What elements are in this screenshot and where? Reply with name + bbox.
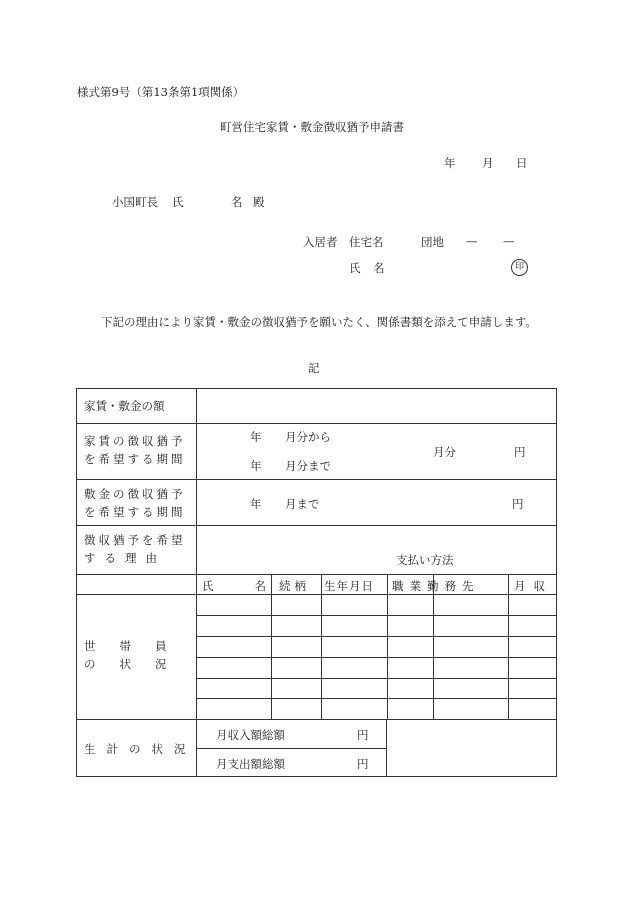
applicant-name-label-2: 名 bbox=[373, 261, 385, 275]
reason-label-line1: 徴収猶予を希望 bbox=[84, 533, 186, 547]
household-label-line1: 世帯員 bbox=[84, 639, 191, 653]
household-label-line2: の状況 bbox=[84, 657, 191, 671]
household-col-income: 月収 bbox=[514, 579, 553, 593]
livelihood-column-divider bbox=[386, 719, 387, 777]
mayor-title: 小国町長 bbox=[112, 195, 158, 209]
applicant-name-label-1: 氏 bbox=[349, 261, 361, 275]
monthly-income-yen: 円 bbox=[357, 728, 369, 742]
monthly-income-total-label: 月収入額総額 bbox=[216, 728, 285, 742]
row-divider bbox=[76, 479, 557, 480]
household-column-divider bbox=[321, 574, 322, 719]
resident-label: 入居者 bbox=[303, 235, 338, 249]
rent-from-month: 月分から bbox=[285, 430, 331, 444]
rent-deposit-amount-label bbox=[84, 398, 188, 414]
household-column-divider bbox=[387, 574, 388, 719]
form-table bbox=[76, 388, 557, 777]
mayor-family-name: 氏 bbox=[172, 195, 184, 209]
housing-name-label: 住宅名 bbox=[349, 235, 384, 249]
household-col-name: 氏 名 bbox=[202, 579, 266, 593]
row-divider bbox=[76, 423, 557, 424]
rent-period-label-line2: を希望する期間 bbox=[84, 452, 186, 466]
rent-deposit-amount-text: 家賃・敷金の額 bbox=[84, 399, 165, 413]
row-divider bbox=[76, 574, 557, 575]
table-border-top bbox=[76, 388, 557, 389]
household-col-birthdate: 生年月日 bbox=[324, 579, 374, 593]
table-border-bottom bbox=[76, 776, 557, 777]
rent-to-year: 年 bbox=[250, 459, 262, 473]
row-divider bbox=[76, 525, 557, 526]
household-row-divider bbox=[196, 636, 557, 637]
document-title: 町営住宅家賃・敷金徴収猶予申請書 bbox=[220, 120, 404, 134]
row-divider bbox=[76, 719, 557, 720]
household-row-divider bbox=[196, 678, 557, 679]
date-month: 月 bbox=[482, 156, 494, 170]
household-col-occupation: 職業勤務先 bbox=[392, 579, 480, 593]
rent-to-month: 月分まで bbox=[285, 459, 331, 473]
mayor-given-name: 名 bbox=[231, 195, 243, 209]
livelihood-label: 生計の状況 bbox=[84, 742, 197, 756]
household-col-relationship: 続柄 bbox=[279, 579, 310, 593]
ki-heading: 記 bbox=[308, 361, 320, 375]
rent-period-label-line1: 家賃の徴収猶予 bbox=[84, 434, 186, 448]
dash-2: — bbox=[503, 234, 515, 248]
date-year: 年 bbox=[444, 156, 456, 170]
rent-yen: 円 bbox=[514, 445, 526, 459]
deposit-to-year: 年 bbox=[250, 497, 262, 511]
deposit-period-label-line1: 敷金の徴収猶予 bbox=[84, 487, 186, 501]
monthly-expense-yen: 円 bbox=[357, 757, 369, 771]
payment-method-label: 支払い方法 bbox=[396, 553, 454, 567]
household-column-divider bbox=[433, 574, 434, 719]
household-row-divider bbox=[196, 615, 557, 616]
deposit-period-label-line2: を希望する期間 bbox=[84, 505, 186, 519]
monthly-expense-total-label: 月支出額総額 bbox=[216, 757, 285, 771]
honorific: 殿 bbox=[253, 195, 265, 209]
dash-1: — bbox=[466, 234, 478, 248]
deposit-to-month: 月まで bbox=[285, 497, 320, 511]
household-row-divider bbox=[196, 698, 557, 699]
complex-label: 団地 bbox=[421, 235, 444, 249]
application-statement: 下記の理由により家賃・敷金の徴収猶予を願いたく、関係書類を添えて申請します。 bbox=[101, 315, 537, 329]
date-day: 日 bbox=[516, 156, 528, 170]
row-divider bbox=[76, 594, 557, 595]
reason-label-line2: する理由 bbox=[84, 551, 166, 565]
deposit-yen: 円 bbox=[512, 497, 524, 511]
rent-from-year: 年 bbox=[250, 430, 262, 444]
household-column-divider bbox=[271, 574, 272, 719]
household-row-divider bbox=[196, 657, 557, 658]
rent-monthly-label: 月分 bbox=[433, 445, 456, 459]
seal-icon: 印 bbox=[511, 259, 528, 276]
household-column-divider bbox=[508, 574, 509, 719]
form-number: 様式第9号（第13条第1項関係） bbox=[77, 85, 245, 99]
livelihood-row-divider bbox=[196, 748, 386, 749]
